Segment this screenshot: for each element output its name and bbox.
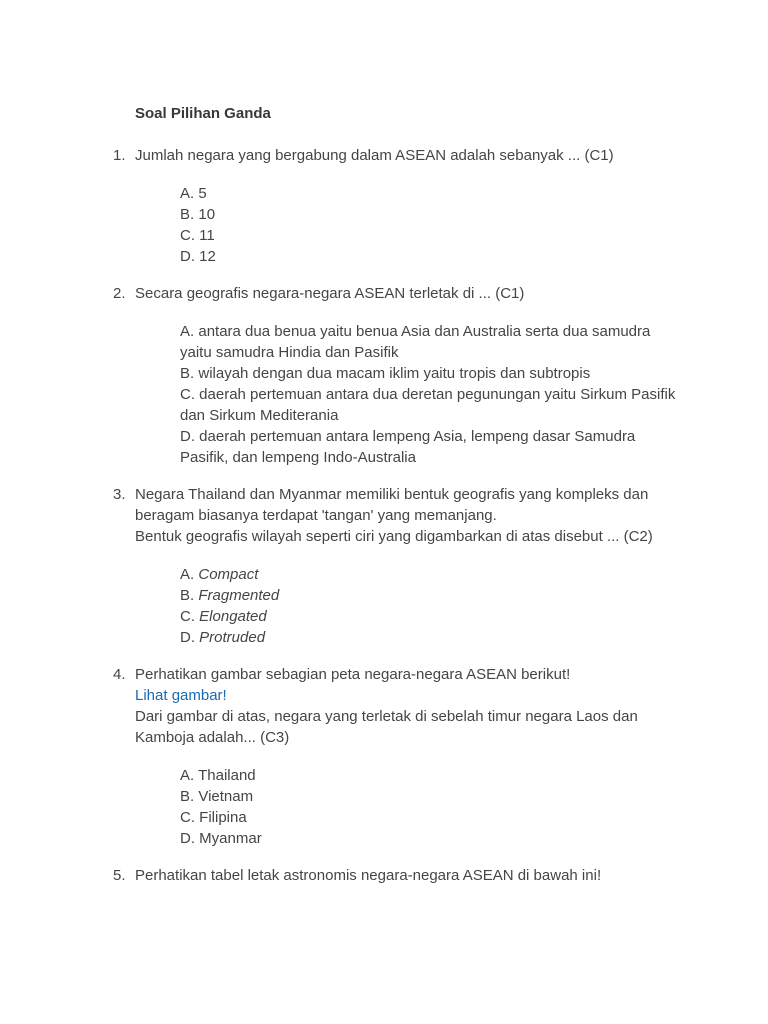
option-prefix: A. [180, 767, 195, 784]
option-label: Filipina [199, 809, 247, 826]
option-label: Compact [198, 566, 259, 583]
option-c [180, 225, 680, 246]
option-b [180, 786, 680, 807]
question-number: 2. [113, 285, 126, 302]
options-list [180, 321, 680, 468]
option-prefix: D. [180, 248, 195, 265]
question-text: Secara geografis negara-negara ASEAN terletak di ... (C1) [135, 285, 525, 302]
options-list [180, 183, 680, 267]
question-text-2: Bentuk geografis wilayah seperti ciri yang digambarkan di atas disebut ... (C2) [135, 528, 653, 545]
option-prefix: B. [180, 365, 195, 382]
option-prefix: A. [180, 185, 195, 202]
question-number: 4. [113, 666, 126, 683]
option-a [180, 564, 680, 585]
option-c [180, 807, 680, 828]
option-b [180, 363, 680, 384]
option-prefix: D. [180, 629, 195, 646]
question-3 [113, 484, 680, 648]
option-label: 12 [199, 248, 216, 265]
option-prefix: A. [180, 323, 195, 340]
option-label: Fragmented [198, 587, 280, 604]
option-prefix: C. [180, 608, 195, 625]
option-label: 5 [198, 185, 207, 202]
option-prefix: C. [180, 227, 195, 244]
option-label: Vietnam [198, 788, 254, 805]
option-a [180, 321, 680, 363]
option-a [180, 183, 680, 204]
question-number: 1. [113, 147, 126, 164]
option-label: Myanmar [199, 830, 262, 847]
question-text: Perhatikan tabel letak astronomis negara-negara ASEAN di bawah ini! [135, 867, 602, 884]
question-5 [113, 865, 680, 886]
option-d [180, 426, 680, 468]
option-prefix: D. [180, 830, 195, 847]
option-prefix: C. [180, 809, 195, 826]
option-prefix: C. [180, 386, 195, 403]
question-1 [113, 145, 680, 267]
option-b [180, 204, 680, 225]
option-d [180, 627, 680, 648]
question-body [135, 484, 680, 648]
option-label: wilayah dengan dua macam iklim yaitu tropis dan subtropis [198, 365, 591, 382]
option-prefix: B. [180, 788, 195, 805]
question-text-2: Dari gambar di atas, negara yang terletak di sebelah timur negara Laos dan Kamboja adalah... (C3) [135, 708, 638, 746]
option-c [180, 606, 680, 627]
option-b [180, 585, 680, 606]
options-list [180, 564, 680, 648]
option-label: 11 [199, 227, 215, 244]
option-d [180, 828, 680, 849]
option-label: daerah pertemuan antara dua deretan pegunungan yaitu Sirkum Pasifik dan Sirkum Mediterania [180, 386, 676, 424]
option-prefix: B. [180, 206, 195, 223]
option-label: Thailand [198, 767, 256, 784]
option-label: Protruded [199, 629, 266, 646]
question-body [135, 664, 680, 849]
option-label: antara dua benua yaitu benua Asia dan Australia serta dua samudra yaitu samudra Hindia dan Pasifik [180, 323, 651, 361]
option-label: Elongated [199, 608, 267, 625]
options-list [180, 765, 680, 849]
option-prefix: A. [180, 566, 195, 583]
option-c [180, 384, 680, 426]
option-d [180, 246, 680, 267]
document-title: Soal Pilihan Ganda [135, 105, 271, 122]
question-4 [113, 664, 680, 849]
question-body [135, 145, 680, 267]
question-body [135, 283, 680, 468]
option-prefix: D. [180, 428, 195, 445]
question-text: Jumlah negara yang bergabung dalam ASEAN adalah sebanyak ... (C1) [135, 147, 614, 164]
option-a [180, 765, 680, 786]
question-number: 5. [113, 867, 126, 884]
question-number: 3. [113, 486, 126, 503]
question-text: Perhatikan gambar sebagian peta negara-negara ASEAN berikut! [135, 666, 571, 683]
question-body [135, 865, 680, 886]
question-text: Negara Thailand dan Myanmar memiliki bentuk geografis yang kompleks dan beragam biasanya terdapat 'tangan' yang memanjang. [135, 486, 649, 524]
lihat-gambar-link[interactable]: Lihat gambar! [135, 687, 227, 704]
option-label: daerah pertemuan antara lempeng Asia, lempeng dasar Samudra Pasifik, dan lempeng Indo-Australia [180, 428, 636, 466]
question-2 [113, 283, 680, 468]
option-label: 10 [198, 206, 216, 223]
option-prefix: B. [180, 587, 195, 604]
